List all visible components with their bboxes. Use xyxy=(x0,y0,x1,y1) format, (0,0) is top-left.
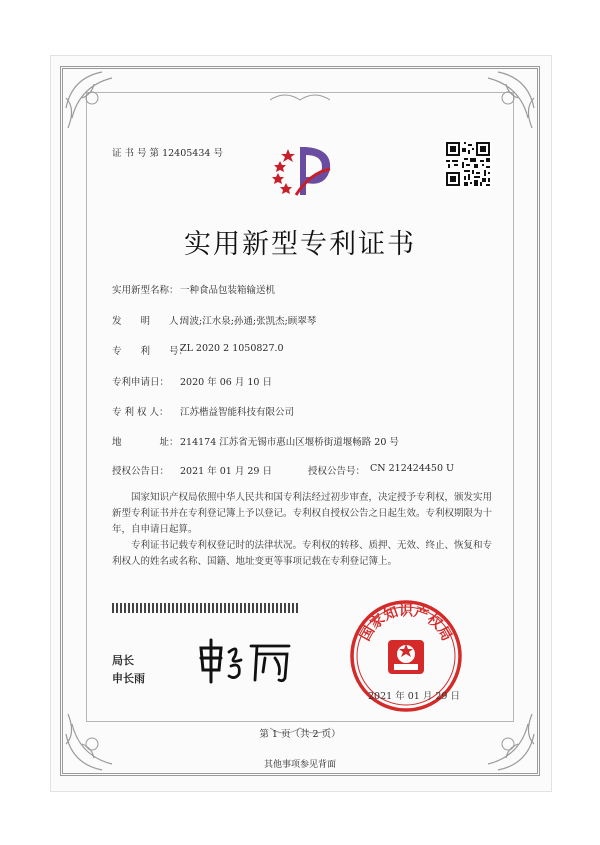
inventor-value: 周波;江水泉;孙通;张凯杰;顾翠琴 xyxy=(180,316,317,327)
top-center-ornament xyxy=(270,90,330,110)
name-value: 一种食品包装箱输送机 xyxy=(180,285,276,296)
cnipa-logo-icon xyxy=(266,143,338,198)
patent-owner-label: 专 利 权 人： xyxy=(112,407,169,418)
inventor-label: 发 明 人： xyxy=(112,316,189,327)
filing-date-value: 2020 年 06 月 10 日 xyxy=(180,377,272,388)
grant-date-label: 授权公告日： xyxy=(112,466,170,477)
footer-note: 其他事项参见背面 xyxy=(263,760,336,770)
director-name: 申长雨 xyxy=(112,672,145,685)
page-info: 第 1 页（共 2 页） xyxy=(259,729,341,740)
patent-number-value: ZL 2020 2 1050827.0 xyxy=(180,343,284,354)
seal-date: 2021 年 01 月 29 日 xyxy=(368,691,460,702)
address-value: 214174 江苏省无锡市惠山区堰桥街道堰畅路 20 号 xyxy=(180,437,399,448)
paragraph-legal-status: 专利证书记载专利权登记时的法律状况。专利权的转移、质押、无效、终止、恢复和专利权人的姓名或名称、国籍、地址变更等事项记载在专利登记簿上。 xyxy=(112,540,493,567)
seal-text: 国家知识产权局 xyxy=(357,603,455,644)
address-label: 地 址： xyxy=(112,437,179,448)
patent-owner-value: 江苏楷益智能科技有限公司 xyxy=(180,407,295,418)
corner-ornament-top-right xyxy=(458,68,538,148)
certificate-title: 实用新型专利证书 xyxy=(184,229,416,260)
paragraph-grant: 国家知识产权局依照中华人民共和国专利法经过初步审查，决定授予专利权，颁发实用新型专利证书并在专利登记簿上予以登记。专利权自授权公告之日起生效。专利权期限为十年，自申请日起算。 xyxy=(112,492,493,535)
grant-number-label: 授权公告号： xyxy=(308,466,366,477)
grant-date-value: 2021 年 01 月 29 日 xyxy=(180,466,272,477)
security-barcode-strip xyxy=(112,603,298,613)
filing-date-label: 专利申请日： xyxy=(112,377,170,388)
director-signature-icon xyxy=(195,636,295,686)
patent-number-label: 专 利 号： xyxy=(112,346,189,357)
certificate-number: 证 书 号 第 12405434 号 xyxy=(112,148,223,159)
grant-number-value: CN 212424450 U xyxy=(370,463,455,474)
corner-ornament-top-left xyxy=(62,68,142,148)
svg-text:国家知识产权局 xyxy=(356,603,454,644)
name-label: 实用新型名称： xyxy=(112,285,179,296)
qr-code-icon xyxy=(444,140,492,188)
director-title: 局长 xyxy=(112,654,134,667)
